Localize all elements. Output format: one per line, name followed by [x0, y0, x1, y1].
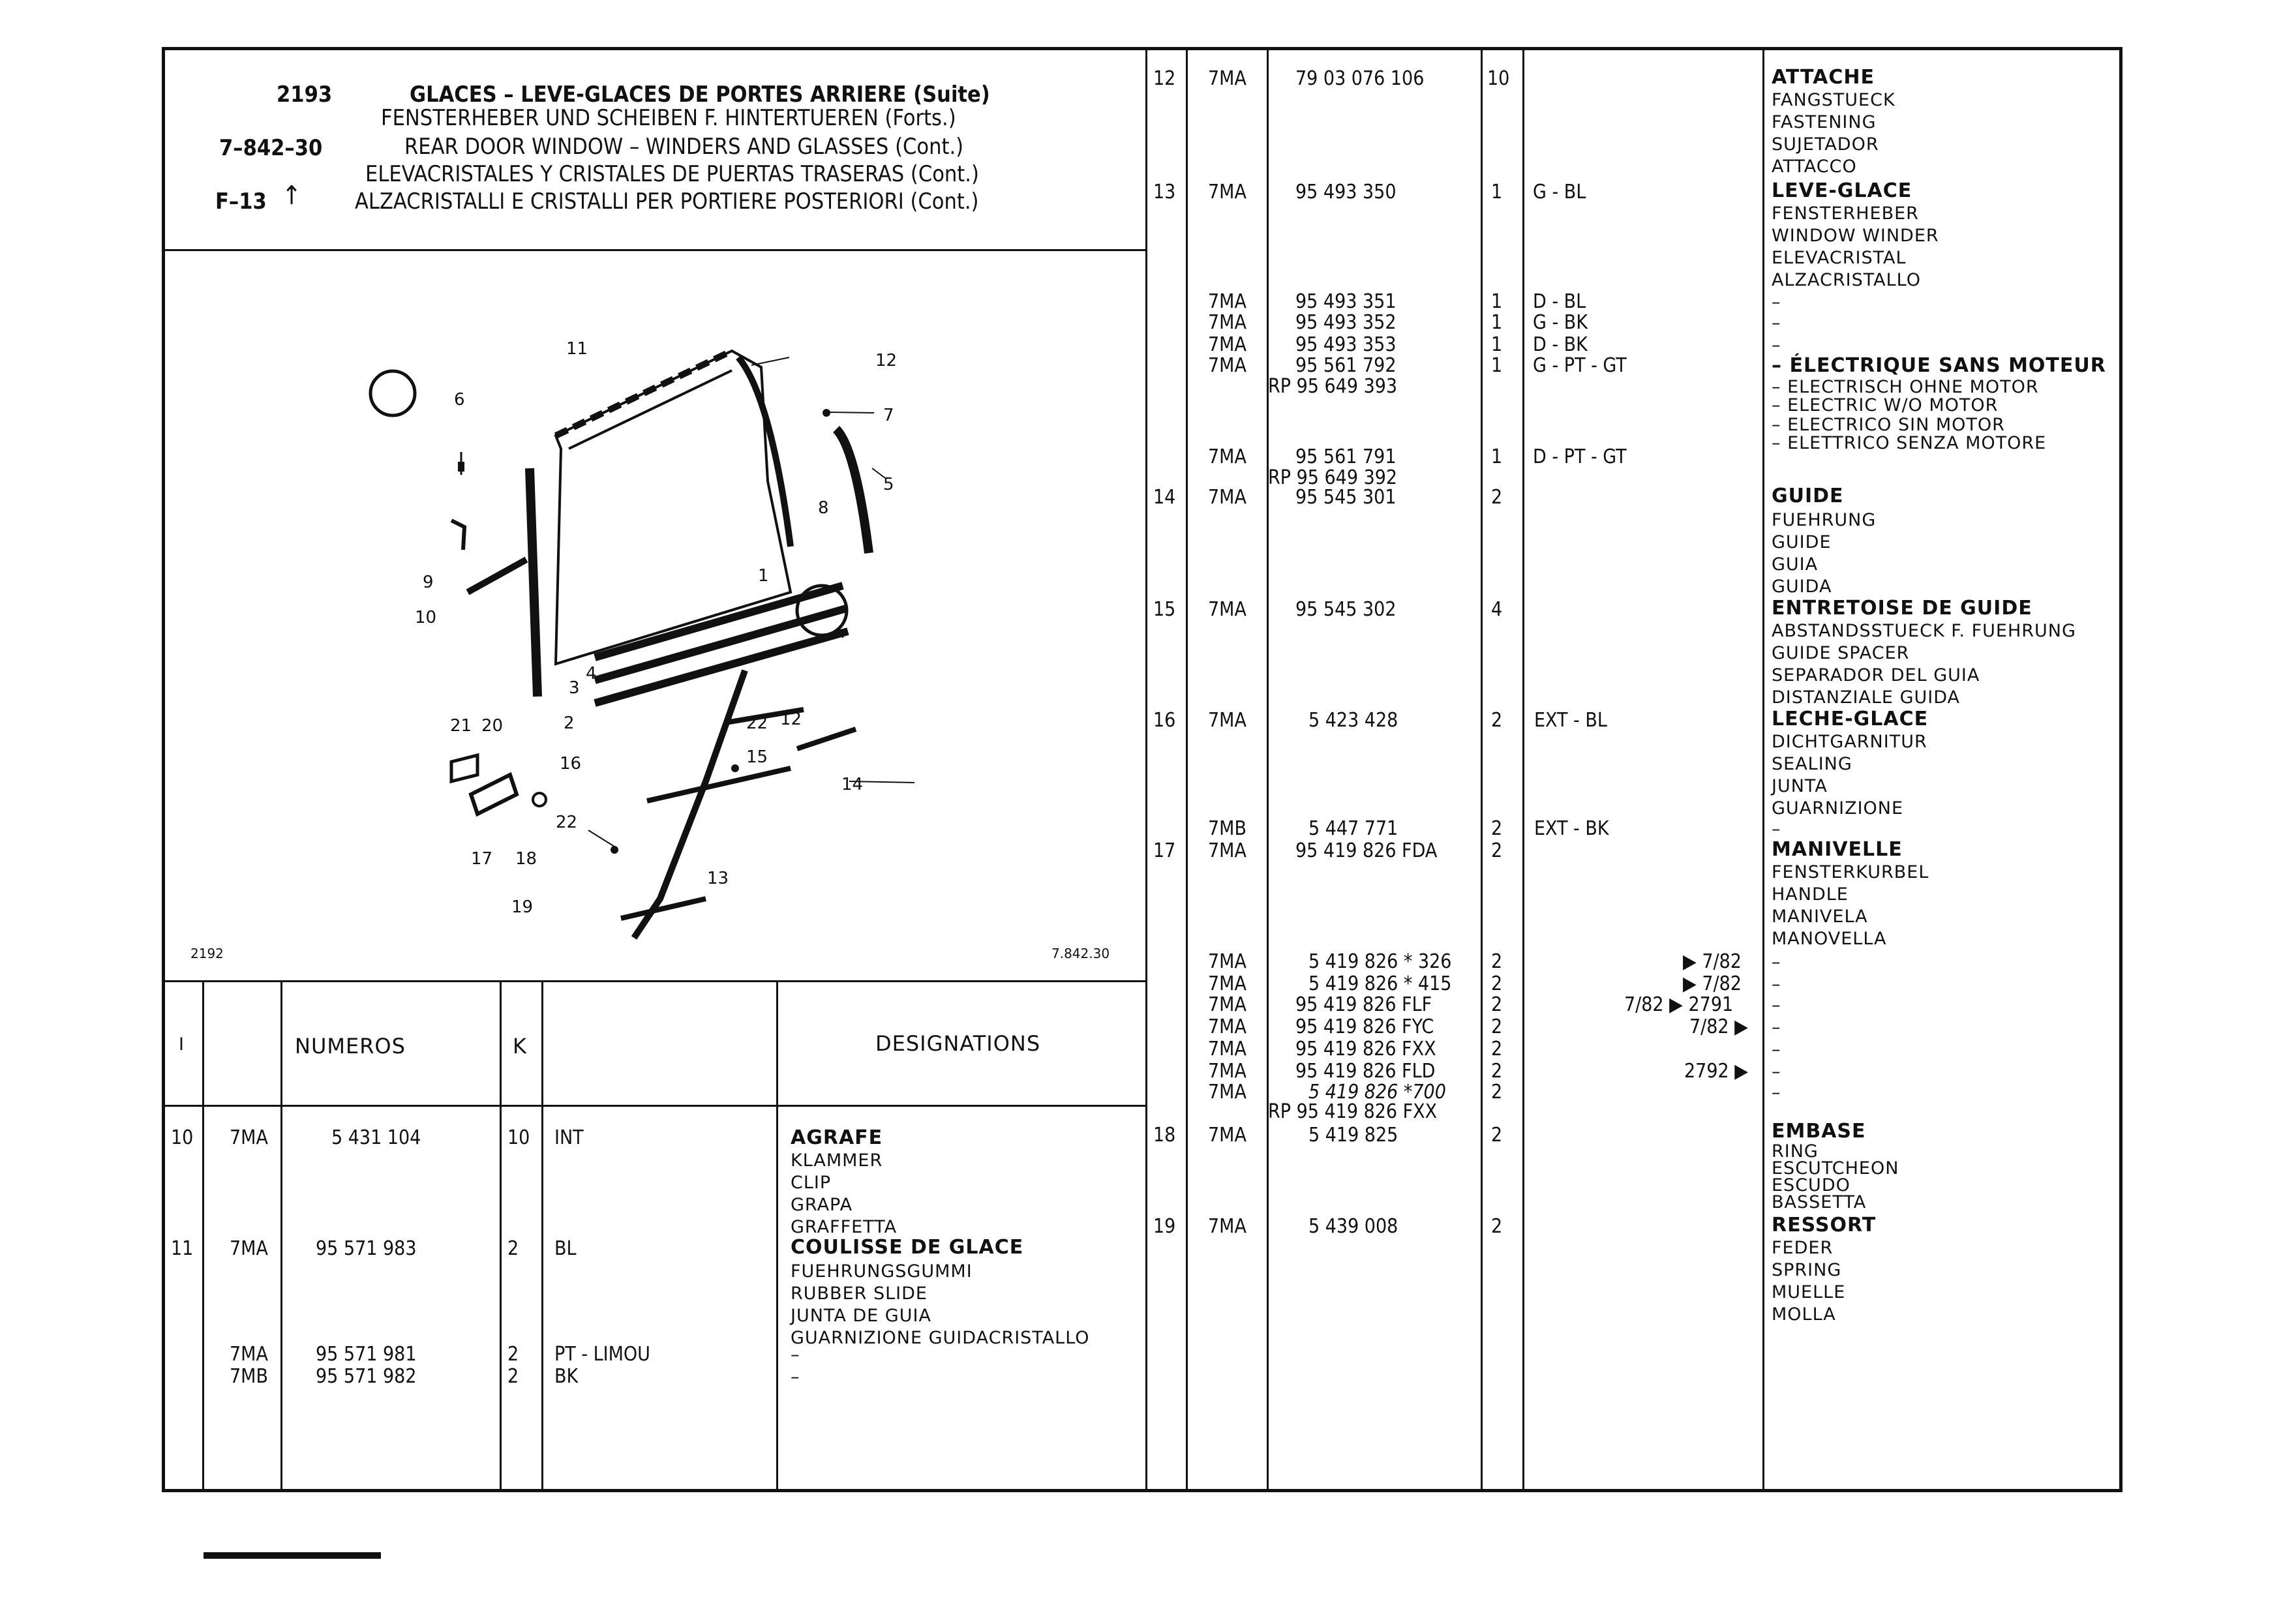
row13-qty: 1: [1491, 181, 1503, 203]
callout-4: 4: [586, 664, 597, 683]
row19-idx: 19: [1153, 1215, 1176, 1238]
sub17-1-note: ▶ 7/82: [1683, 972, 1742, 995]
row15-qty: 4: [1491, 598, 1503, 621]
sub13b-0-number: 95 561 791: [1295, 445, 1397, 468]
callout-1: 1: [758, 566, 769, 586]
sub17-2-note: 7/82 ▶ 2791: [1624, 993, 1734, 1016]
sub17-0-note: ▶ 7/82: [1683, 950, 1742, 973]
callout-19: 19: [511, 897, 534, 917]
title-de: FENSTERHEBER UND SCHEIBEN F. HINTERTUEREN (Forts.): [381, 105, 956, 131]
right-col-idx: [1186, 47, 1188, 1492]
sub13-0-desc: –: [1772, 292, 1781, 312]
row11-number: 95 571 983: [316, 1237, 417, 1260]
row11c-qty: 2: [507, 1365, 519, 1388]
sub17-3-desc: –: [1772, 1017, 1781, 1038]
table-header-top: [162, 980, 1147, 982]
sub17-5-qty: 2: [1491, 1060, 1503, 1083]
row14-en: GUIDE: [1772, 532, 1832, 552]
fig-ref: F–13: [215, 188, 267, 215]
row16-es: JUNTA: [1772, 776, 1828, 796]
row16-it: GUARNIZIONE: [1772, 798, 1904, 819]
row11b-desc: –: [791, 1345, 800, 1365]
sub13-0-number: 95 493 351: [1295, 290, 1397, 313]
row19-code: 7MA: [1208, 1215, 1246, 1238]
row14-idx: 14: [1153, 486, 1176, 509]
row17-name: MANIVELLE: [1772, 838, 1903, 861]
row15-idx: 15: [1153, 598, 1176, 621]
sub13-2-code: 7MA: [1208, 333, 1246, 356]
row18-name: EMBASE: [1772, 1120, 1866, 1143]
sub13b-0-code: 7MA: [1208, 445, 1246, 468]
sub17-4-desc: –: [1772, 1040, 1781, 1060]
row15-number: 95 545 302: [1295, 598, 1397, 621]
sub13-2-number: 95 493 353: [1295, 333, 1397, 356]
row15-de: ABSTANDSSTUECK F. FUEHRUNG: [1772, 621, 2076, 641]
row15-es: SEPARADOR DEL GUIA: [1772, 665, 1980, 685]
callout-12b: 12: [780, 710, 802, 729]
row10-de: KLAMMER: [791, 1150, 883, 1171]
row13-it: ALZACRISTALLO: [1772, 270, 1921, 290]
left-col-code: [280, 980, 282, 1492]
row10-code: 7MA: [230, 1126, 268, 1149]
sub17-2-desc: –: [1772, 995, 1781, 1015]
callout-22b: 22: [556, 813, 578, 832]
callout-8: 8: [818, 498, 829, 518]
up-arrow-icon: ↑: [282, 181, 302, 211]
row12-en: FASTENING: [1772, 112, 1877, 132]
left-col-desc: [776, 980, 778, 1492]
sub13-3-desc: – ÉLECTRIQUE SANS MOTEUR: [1772, 354, 2106, 377]
sub17-1-qty: 2: [1491, 972, 1503, 995]
sub17-0-qty: 2: [1491, 950, 1503, 973]
row18-de: RING: [1772, 1141, 1819, 1162]
row10-number: 5 431 104: [331, 1126, 421, 1149]
callout-13: 13: [707, 869, 729, 888]
row12-code: 7MA: [1208, 67, 1246, 90]
row17-qty: 2: [1491, 839, 1503, 862]
row18-es: ESCUDO: [1772, 1175, 1850, 1195]
row19-qty: 2: [1491, 1215, 1503, 1238]
row13-idx: 13: [1153, 181, 1176, 203]
row18-it: BASSETTA: [1772, 1192, 1867, 1212]
row17-es: MANIVELA: [1772, 907, 1868, 927]
row19-it: MOLLA: [1772, 1304, 1836, 1325]
callout-14: 14: [841, 775, 864, 794]
row12-name: ATTACHE: [1772, 66, 1875, 89]
exploded-diagram: [164, 253, 1143, 978]
callout-3: 3: [569, 678, 580, 698]
row11-de: FUEHRUNGSGUMMI: [791, 1261, 973, 1282]
callout-6: 6: [454, 390, 465, 410]
sub17-2-number: 95 419 826 FLF: [1295, 993, 1432, 1016]
row13-number: 95 493 350: [1295, 181, 1397, 203]
row19-name: RESSORT: [1772, 1214, 1877, 1237]
row11-code: 7MA: [230, 1237, 268, 1260]
row16-qty: 2: [1491, 709, 1503, 732]
sub13-1-desc: –: [1772, 313, 1781, 333]
callout-21: 21: [450, 716, 472, 736]
row11b-code: 7MA: [230, 1343, 268, 1366]
sub17-0-desc: –: [1772, 952, 1781, 972]
sub17-1-code: 7MA: [1208, 972, 1246, 995]
sub17-5-note: 2792 ▶: [1684, 1060, 1748, 1083]
row13-en: WINDOW WINDER: [1772, 226, 1939, 246]
row16-number: 5 423 428: [1308, 709, 1398, 732]
row10-en: CLIP: [791, 1173, 832, 1193]
row11b-qty: 2: [507, 1343, 519, 1366]
sub17-2-qty: 2: [1491, 993, 1503, 1016]
row11c-desc: –: [791, 1367, 800, 1387]
row17-idx: 17: [1153, 839, 1176, 862]
sub17-3-qty: 2: [1491, 1015, 1503, 1038]
sub17-6-qty: 2: [1491, 1081, 1503, 1104]
right-col-desc: [1762, 47, 1764, 1492]
row16b-variant: EXT - BK: [1534, 817, 1609, 840]
row18-en: ESCUTCHEON: [1772, 1158, 1899, 1179]
sub13-1-number: 95 493 352: [1295, 311, 1397, 334]
sub17-1-desc: –: [1772, 974, 1781, 995]
figure-left-label: 2192: [190, 946, 224, 961]
row10-es: GRAPA: [791, 1195, 853, 1215]
row16b-desc: –: [1772, 819, 1781, 839]
row10-name: AGRAFE: [791, 1126, 883, 1149]
row11c-number: 95 571 982: [316, 1365, 417, 1388]
sub17-0-code: 7MA: [1208, 950, 1246, 973]
row11b-variant: PT - LIMOU: [554, 1343, 650, 1366]
sub13b-0-qty: 1: [1491, 445, 1503, 468]
row15-en: GUIDE SPACER: [1772, 643, 1910, 663]
sub17-3-code: 7MA: [1208, 1015, 1246, 1038]
row11-variant: BL: [554, 1237, 577, 1260]
sub17-5-code: 7MA: [1208, 1060, 1246, 1083]
sub13-3-variant: G - PT - GT: [1533, 354, 1627, 377]
right-col-qty: [1481, 47, 1483, 1492]
callout-12a: 12: [875, 351, 898, 370]
row11-it: GUARNIZIONE GUIDACRISTALLO: [791, 1328, 1090, 1348]
row19-es: MUELLE: [1772, 1282, 1846, 1302]
callout-15: 15: [746, 747, 768, 767]
row14-de: FUEHRUNG: [1772, 510, 1877, 530]
row11c-code: 7MB: [230, 1365, 268, 1388]
table-header-bottom: [162, 1105, 1147, 1107]
sub13-more-0: – ELECTRIC W/O MOTOR: [1772, 395, 1999, 415]
sub13-2-variant: D - BK: [1533, 333, 1588, 356]
row10-variant: INT: [554, 1126, 584, 1149]
col-index-header: I: [179, 1034, 185, 1055]
callout-9: 9: [423, 573, 434, 592]
row13-code: 7MA: [1208, 181, 1246, 203]
row18-idx: 18: [1153, 1124, 1176, 1147]
sub17-6-code: 7MA: [1208, 1081, 1246, 1104]
row16b-qty: 2: [1491, 817, 1503, 840]
sub13b-0-variant: D - PT - GT: [1533, 445, 1627, 468]
row12-idx: 12: [1153, 67, 1176, 90]
row10-qty: 10: [507, 1126, 530, 1149]
row17-en: HANDLE: [1772, 884, 1849, 905]
title-it: ALZACRISTALLI E CRISTALLI PER PORTIERE POSTERIORI (Cont.): [355, 188, 979, 215]
sub13-0-qty: 1: [1491, 290, 1503, 313]
row15-it: DISTANZIALE GUIDA: [1772, 687, 1961, 708]
row16b-code: 7MB: [1208, 817, 1246, 840]
col-designations-header: DESIGNATIONS: [875, 1031, 1041, 1056]
sub13-3-code: 7MA: [1208, 354, 1246, 377]
row13-de: FENSTERHEBER: [1772, 203, 1919, 224]
row16-de: DICHTGARNITUR: [1772, 732, 1927, 752]
row13-name: LEVE-GLACE: [1772, 179, 1912, 202]
row17-number: 95 419 826 FDA: [1295, 839, 1438, 862]
row18-code: 7MA: [1208, 1124, 1246, 1147]
sub17-4-code: 7MA: [1208, 1038, 1246, 1060]
ref-code: 7–842–30: [219, 135, 323, 161]
sub13-4-number: RP 95 649 393: [1268, 375, 1398, 398]
sub13-3-qty: 1: [1491, 354, 1503, 377]
row14-qty: 2: [1491, 486, 1503, 509]
left-col-k2: [541, 980, 543, 1492]
row16-code: 7MA: [1208, 709, 1246, 732]
sub13-4-desc: – ELECTRISCH OHNE MOTOR: [1772, 377, 2039, 397]
row10-it: GRAFFETTA: [791, 1217, 898, 1237]
sub13-3-number: 95 561 792: [1295, 354, 1397, 377]
sub17-0-number: 5 419 826 * 326: [1308, 950, 1452, 973]
row19-number: 5 439 008: [1308, 1215, 1398, 1238]
col-k-header: K: [513, 1034, 527, 1059]
row11-qty: 2: [507, 1237, 519, 1260]
sub17-4-qty: 2: [1491, 1038, 1503, 1060]
callout-5: 5: [883, 475, 894, 494]
row18-number: 5 419 825: [1308, 1124, 1398, 1147]
row15-name: ENTRETOISE DE GUIDE: [1772, 597, 2032, 620]
sub17-3-note: 7/82 ▶: [1689, 1015, 1748, 1038]
row19-en: SPRING: [1772, 1260, 1842, 1280]
row14-es: GUIA: [1772, 554, 1819, 575]
sub13b-1-number: RP 95 649 392: [1268, 466, 1398, 489]
sub13-0-variant: D - BL: [1533, 290, 1586, 313]
header-divider: [162, 249, 1147, 251]
callout-11: 11: [566, 339, 588, 359]
row12-it: ATTACCO: [1772, 157, 1857, 177]
row16-variant: EXT - BL: [1534, 709, 1607, 732]
callout-22a: 22: [746, 713, 768, 733]
callout-7: 7: [883, 406, 894, 425]
title-es: ELEVACRISTALES Y CRISTALES DE PUERTAS TRASERAS (Cont.): [365, 161, 979, 187]
row12-qty: 10: [1487, 67, 1510, 90]
row13-variant: G - BL: [1533, 181, 1586, 203]
row16-en: SEALING: [1772, 754, 1852, 774]
callout-17: 17: [471, 849, 493, 869]
row16-name: LECHE-GLACE: [1772, 708, 1929, 730]
row17-code: 7MA: [1208, 839, 1246, 862]
row14-code: 7MA: [1208, 486, 1246, 509]
sub17-5-desc: –: [1772, 1062, 1781, 1082]
row16b-number: 5 447 771: [1308, 817, 1398, 840]
row11-idx: 11: [171, 1237, 194, 1260]
sub13-2-desc: –: [1772, 335, 1781, 355]
callout-16: 16: [560, 754, 582, 773]
row13-es: ELEVACRISTAL: [1772, 248, 1907, 268]
row16-idx: 16: [1153, 709, 1176, 732]
row14-number: 95 545 301: [1295, 486, 1397, 509]
row11c-variant: BK: [554, 1365, 579, 1388]
sub17-6-number: 5 419 826 *700: [1308, 1081, 1446, 1104]
sub17-6-desc: –: [1772, 1083, 1781, 1103]
title-fr: GLACES – LEVE-GLACES DE PORTES ARRIERE (Suite): [410, 82, 990, 108]
callout-18: 18: [515, 849, 537, 869]
mid-divider: [1145, 47, 1147, 1492]
row19-de: FEDER: [1772, 1238, 1834, 1258]
page-number: 2193: [277, 82, 333, 108]
sub13-1-qty: 1: [1491, 311, 1503, 334]
row14-name: GUIDE: [1772, 485, 1844, 507]
row10-idx: 10: [171, 1126, 194, 1149]
sub17-3-number: 95 419 826 FYC: [1295, 1015, 1434, 1038]
callout-20: 20: [481, 716, 504, 736]
left-col-idx: [202, 980, 204, 1492]
sub13-2-qty: 1: [1491, 333, 1503, 356]
left-col-k1: [500, 980, 502, 1492]
col-numeros-header: NUMEROS: [295, 1034, 406, 1059]
row12-number: 79 03 076 106: [1295, 67, 1425, 90]
row17-de: FENSTERKURBEL: [1772, 862, 1929, 882]
sub13-1-code: 7MA: [1208, 311, 1246, 334]
row11-name: COULISSE DE GLACE: [791, 1236, 1024, 1259]
row12-de: FANGSTUECK: [1772, 90, 1896, 110]
row11b-number: 95 571 981: [316, 1343, 417, 1366]
right-col-var: [1522, 47, 1524, 1492]
sub17-5-number: 95 419 826 FLD: [1295, 1060, 1436, 1083]
row15-code: 7MA: [1208, 598, 1246, 621]
sub17-2-code: 7MA: [1208, 993, 1246, 1016]
sub17-4-number: 95 419 826 FXX: [1295, 1038, 1436, 1060]
row12-es: SUJETADOR: [1772, 134, 1879, 155]
sub17-1-number: 5 419 826 * 415: [1308, 972, 1452, 995]
row18-qty: 2: [1491, 1124, 1503, 1147]
callout-2: 2: [564, 713, 575, 733]
row17-it: MANOVELLA: [1772, 929, 1887, 949]
figure-right-label: 7.842.30: [1051, 946, 1110, 961]
sub17-7-number: RP 95 419 826 FXX: [1268, 1100, 1438, 1123]
sub13-0-code: 7MA: [1208, 290, 1246, 313]
bottom-marker-bar: [204, 1552, 381, 1559]
row11-en: RUBBER SLIDE: [791, 1284, 928, 1304]
row11-es: JUNTA DE GUIA: [791, 1306, 931, 1326]
row14-it: GUIDA: [1772, 577, 1832, 597]
sub13-1-variant: G - BK: [1533, 311, 1588, 334]
sub13-more-2: – ELETTRICO SENZA MOTORE: [1772, 433, 2047, 453]
title-en: REAR DOOR WINDOW – WINDERS AND GLASSES (Cont.): [404, 134, 964, 160]
sub13-more-1: – ELECTRICO SIN MOTOR: [1772, 415, 2005, 435]
right-col-code: [1267, 47, 1269, 1492]
callout-10: 10: [415, 608, 437, 627]
